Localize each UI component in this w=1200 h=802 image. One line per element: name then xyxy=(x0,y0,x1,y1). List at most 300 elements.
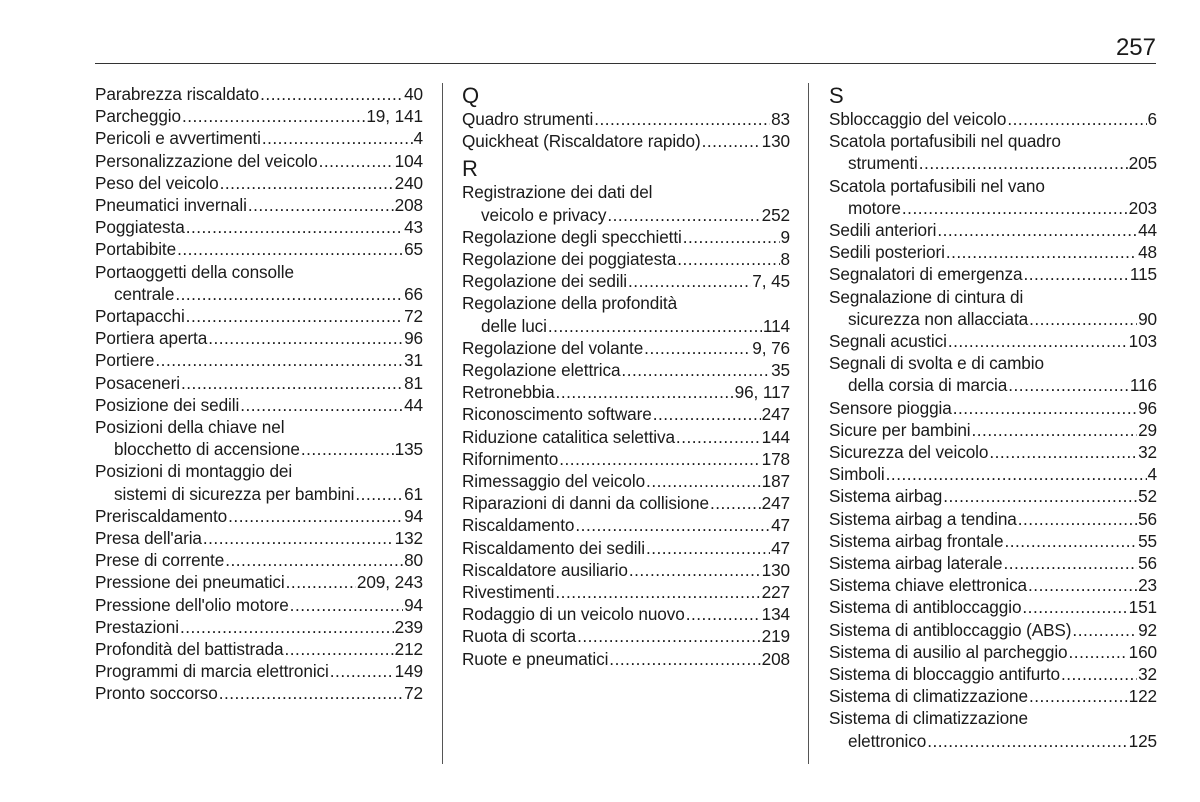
entry-page-ref: 32 xyxy=(1138,664,1157,685)
index-entry xyxy=(95,660,423,682)
entry-line xyxy=(829,508,1157,530)
entry-term: Profondità del battistrada xyxy=(95,639,284,660)
dot-leader xyxy=(621,359,770,381)
entry-page-ref: 104 xyxy=(394,150,423,171)
entry-page-ref: 130 xyxy=(761,559,790,580)
entry-term: Regolazione elettrica xyxy=(462,360,621,381)
entry-term: Riscaldamento xyxy=(462,515,575,536)
entry-page-ref: 96 xyxy=(1138,397,1157,418)
entry-line xyxy=(95,571,423,593)
index-entry xyxy=(95,549,423,571)
entry-line xyxy=(462,537,790,559)
entry-page-ref: 44 xyxy=(1138,220,1157,241)
index-entry xyxy=(95,194,423,216)
dot-leader xyxy=(203,527,394,549)
section-letter: Q xyxy=(462,83,480,108)
index-entry xyxy=(462,248,790,270)
entry-line xyxy=(829,352,1157,374)
index-entry xyxy=(95,172,423,194)
index-entry xyxy=(95,616,423,638)
entry-term: Presa dell'aria xyxy=(95,528,202,549)
entry-term: Quickheat (Riscaldatore rapido) xyxy=(462,131,701,152)
dot-leader xyxy=(290,594,403,616)
index-entry xyxy=(462,603,790,625)
entry-term: motore xyxy=(848,197,901,218)
dot-leader xyxy=(301,438,394,460)
entry-page-ref: 247 xyxy=(761,493,790,514)
entry-term: Scatola portafusibili nel quadro xyxy=(829,131,1061,152)
dot-leader xyxy=(575,514,770,536)
entry-line xyxy=(829,619,1157,641)
dot-leader xyxy=(260,83,403,105)
entry-line xyxy=(829,574,1157,596)
entry-line xyxy=(829,130,1157,152)
entry-term: Sistema di bloccaggio antifurto xyxy=(829,664,1060,685)
entry-term: Sbloccaggio del veicolo xyxy=(829,109,1007,129)
entry-term: Pressione dei pneumatici xyxy=(95,572,285,593)
index-entry xyxy=(829,619,1157,641)
index-entry xyxy=(95,150,423,172)
dot-leader xyxy=(1007,108,1146,130)
entry-term: Peso del veicolo xyxy=(95,172,219,193)
entry-line xyxy=(462,337,790,359)
dot-leader xyxy=(948,330,1128,352)
entry-page-ref: 116 xyxy=(1129,375,1157,396)
index-entry xyxy=(829,463,1157,485)
dot-leader xyxy=(702,130,761,152)
entry-line xyxy=(95,238,423,260)
index-entry xyxy=(95,682,423,704)
entry-line xyxy=(462,559,790,581)
index-entry xyxy=(95,594,423,616)
entry-page-ref: 83 xyxy=(771,109,790,129)
entry-line xyxy=(462,292,790,314)
entry-page-ref: 247 xyxy=(761,404,790,425)
entry-term: Ruote e pneumatici xyxy=(462,648,609,669)
entry-line xyxy=(462,470,790,492)
entry-page-ref: 160 xyxy=(1128,641,1157,662)
dot-leader xyxy=(1004,552,1138,574)
entry-line xyxy=(95,505,423,527)
entry-line xyxy=(829,219,1157,241)
entry-page-ref: 125 xyxy=(1128,730,1157,751)
dot-leader xyxy=(972,419,1138,441)
dot-leader xyxy=(653,403,761,425)
entry-term: Segnalazione di cintura di xyxy=(829,286,1024,307)
entry-page-ref: 23 xyxy=(1138,575,1157,596)
page-number: 257 xyxy=(1115,34,1156,61)
entry-page-ref: 208 xyxy=(394,195,423,216)
entry-page-ref: 47 xyxy=(771,515,790,536)
entry-term: Sistema airbag frontale xyxy=(829,530,1004,551)
entry-page-ref: 29 xyxy=(1138,419,1157,440)
entry-line xyxy=(95,416,423,438)
entry-line xyxy=(95,638,423,660)
entry-term: Pronto soccorso xyxy=(95,683,218,704)
index-entry xyxy=(829,685,1157,707)
entry-page-ref: 48 xyxy=(1138,242,1157,263)
index-entry xyxy=(462,581,790,603)
entry-page-ref: 4 xyxy=(413,128,423,149)
entry-line xyxy=(95,549,423,571)
entry-page-ref: 43 xyxy=(404,217,423,238)
index-entry xyxy=(829,574,1157,596)
dot-leader xyxy=(225,549,403,571)
index-entry xyxy=(829,707,1157,751)
entry-page-ref: 81 xyxy=(404,372,423,393)
entry-page-ref: 44 xyxy=(404,394,423,415)
dot-leader xyxy=(182,105,365,127)
entry-term: Riduzione catalitica selettiva xyxy=(462,426,675,447)
entry-line xyxy=(462,625,790,647)
entry-line xyxy=(95,105,423,127)
entry-term: Portapacchi xyxy=(95,306,185,327)
entry-line xyxy=(462,181,790,203)
entry-term: Rimessaggio del veicolo xyxy=(462,471,646,492)
entry-page-ref: 178 xyxy=(761,448,790,469)
entry-line xyxy=(95,216,423,238)
entry-term: Segnali acustici xyxy=(829,331,947,352)
entry-term: blocchetto di accensione xyxy=(114,439,300,460)
entry-line xyxy=(462,403,790,425)
column-divider xyxy=(808,83,809,764)
entry-line xyxy=(829,108,1157,130)
entry-term: Scatola portafusibili nel vano xyxy=(829,175,1045,196)
entry-page-ref: 130 xyxy=(761,131,790,152)
entry-line xyxy=(462,492,790,514)
entry-page-ref: 56 xyxy=(1138,553,1157,574)
index-entry xyxy=(95,460,423,504)
entry-line xyxy=(462,426,790,448)
entry-line xyxy=(829,707,1157,729)
entry-line xyxy=(95,127,423,149)
dot-leader xyxy=(953,397,1137,419)
entry-line xyxy=(462,130,790,152)
index-entry xyxy=(462,403,790,425)
entry-line xyxy=(829,730,1157,752)
dot-leader xyxy=(686,603,761,625)
entry-line xyxy=(829,552,1157,574)
entry-term: Parabrezza riscaldato xyxy=(95,84,260,104)
entry-term: Retronebbia xyxy=(462,382,555,403)
entry-term: Sistema di ausilio al parcheggio xyxy=(829,641,1068,662)
index-entry xyxy=(95,527,423,549)
entry-term: sistemi di sicurezza per bambini xyxy=(114,483,355,504)
dot-leader xyxy=(330,660,394,682)
dot-leader xyxy=(646,537,770,559)
entry-page-ref: 122 xyxy=(1128,686,1157,707)
entry-term: Sistema di antibloccaggio (ABS) xyxy=(829,619,1072,640)
entry-page-ref: 94 xyxy=(404,505,423,526)
dot-leader xyxy=(186,305,403,327)
index-entry xyxy=(829,330,1157,352)
entry-line xyxy=(95,150,423,172)
entry-term: Preriscaldamento xyxy=(95,505,228,526)
dot-leader xyxy=(594,108,770,130)
index-entry xyxy=(95,327,423,349)
dot-leader xyxy=(175,283,403,305)
entry-line xyxy=(462,359,790,381)
dot-leader xyxy=(559,448,760,470)
entry-line xyxy=(95,616,423,638)
entry-term: Regolazione del volante xyxy=(462,337,644,358)
entry-term: Regolazione della profondità xyxy=(462,293,678,314)
index-entry xyxy=(95,261,423,305)
dot-leader xyxy=(556,381,734,403)
index-entry xyxy=(95,216,423,238)
entry-line xyxy=(462,204,790,226)
entry-term: elettronico xyxy=(848,730,927,751)
entry-term: Sedili posteriori xyxy=(829,242,945,263)
entry-page-ref: 208 xyxy=(761,648,790,669)
dot-leader xyxy=(683,226,780,248)
dot-leader xyxy=(228,505,403,527)
entry-line xyxy=(462,108,790,130)
entry-page-ref: 212 xyxy=(394,639,423,660)
entry-line xyxy=(462,270,790,292)
entry-term: Sistema di climatizzazione xyxy=(829,708,1028,729)
section-letter: R xyxy=(462,156,478,182)
index-entry xyxy=(462,426,790,448)
entry-term: Ruota di scorta xyxy=(462,626,577,647)
entry-term: Posizione dei sedili xyxy=(95,394,240,415)
entry-line xyxy=(462,581,790,603)
index-entry xyxy=(95,127,423,149)
entry-line xyxy=(462,514,790,536)
index-entry xyxy=(462,559,790,581)
dot-leader xyxy=(946,241,1137,263)
entry-page-ref: 96 xyxy=(404,328,423,349)
entry-page-ref: 135 xyxy=(394,439,423,460)
entry-page-ref: 80 xyxy=(404,550,423,571)
entry-term: centrale xyxy=(114,283,175,304)
entry-line xyxy=(462,315,790,337)
entry-line xyxy=(462,381,790,403)
dot-leader xyxy=(902,197,1128,219)
entry-line xyxy=(829,286,1157,308)
index-entry xyxy=(95,238,423,260)
dot-leader xyxy=(155,349,403,371)
entry-line xyxy=(95,594,423,616)
entry-page-ref: 227 xyxy=(761,582,790,603)
entry-term: Parcheggio xyxy=(95,106,181,127)
dot-leader xyxy=(1022,596,1127,618)
dot-leader xyxy=(555,581,760,603)
entry-term: Regolazione dei poggiatesta xyxy=(462,249,677,270)
entry-line xyxy=(829,241,1157,263)
entry-page-ref: 94 xyxy=(404,594,423,615)
index-entry xyxy=(462,270,790,292)
entry-page-ref: 187 xyxy=(761,471,790,492)
entry-page-ref: 205 xyxy=(1128,153,1157,174)
entry-page-ref: 32 xyxy=(1138,442,1157,463)
entry-line xyxy=(95,83,423,105)
dot-leader xyxy=(607,204,760,226)
dot-leader xyxy=(1072,619,1137,641)
entry-page-ref: 66 xyxy=(404,283,423,304)
index-entry xyxy=(829,108,1157,130)
entry-line xyxy=(829,530,1157,552)
index-entry xyxy=(829,419,1157,441)
dot-leader xyxy=(548,315,762,337)
entry-page-ref: 8 xyxy=(780,249,790,270)
index-entry xyxy=(95,394,423,416)
entry-term: Riscaldatore ausiliario xyxy=(462,559,628,580)
dot-leader xyxy=(677,248,779,270)
entry-term: Prestazioni xyxy=(95,616,179,637)
index-entry xyxy=(462,359,790,381)
dot-leader xyxy=(177,238,403,260)
entry-line xyxy=(829,330,1157,352)
entry-term: Personalizzazione del veicolo xyxy=(95,150,318,171)
entry-page-ref: 61 xyxy=(404,483,423,504)
entry-term: della corsia di marcia xyxy=(848,375,1008,396)
index-entry xyxy=(829,175,1157,219)
index-entry xyxy=(829,530,1157,552)
index-entry xyxy=(829,352,1157,396)
entry-line xyxy=(462,226,790,248)
dot-leader xyxy=(609,648,760,670)
entry-page-ref: 31 xyxy=(404,350,423,371)
entry-page-ref: 90 xyxy=(1138,308,1157,329)
entry-line xyxy=(829,419,1157,441)
entry-page-ref: 219 xyxy=(761,626,790,647)
entry-line xyxy=(95,349,423,371)
entry-line xyxy=(95,372,423,394)
entry-term: Rivestimenti xyxy=(462,582,555,603)
dot-leader xyxy=(886,463,1147,485)
index-entry xyxy=(462,537,790,559)
dot-leader xyxy=(646,470,761,492)
entry-term: Portabibite xyxy=(95,239,177,260)
entry-page-ref: 209, 243 xyxy=(356,572,423,593)
entry-page-ref: 7, 45 xyxy=(752,271,790,292)
index-entry xyxy=(95,372,423,394)
entry-page-ref: 240 xyxy=(394,172,423,193)
entry-line xyxy=(95,438,423,460)
dot-leader xyxy=(286,571,356,593)
entry-line xyxy=(462,248,790,270)
index-entry xyxy=(462,448,790,470)
index-entry xyxy=(829,552,1157,574)
entry-line xyxy=(95,483,423,505)
entry-term: Programmi di marcia elettronici xyxy=(95,661,329,682)
index-entry xyxy=(829,130,1157,174)
dot-leader xyxy=(577,625,761,647)
index-entry xyxy=(462,181,790,225)
dot-leader xyxy=(919,152,1128,174)
entry-line xyxy=(95,261,423,283)
entry-page-ref: 103 xyxy=(1128,331,1157,352)
dot-leader xyxy=(208,327,403,349)
entry-line xyxy=(95,305,423,327)
entry-page-ref: 132 xyxy=(394,528,423,549)
index-entry xyxy=(462,492,790,514)
entry-line xyxy=(829,685,1157,707)
dot-leader xyxy=(181,372,403,394)
entry-term: Riparazioni di danni da collisione xyxy=(462,493,709,514)
index-entry xyxy=(829,263,1157,285)
dot-leader xyxy=(219,682,403,704)
entry-line xyxy=(95,283,423,305)
index-entry xyxy=(829,641,1157,663)
dot-leader xyxy=(710,492,761,514)
entry-term: Riscaldamento dei sedili xyxy=(462,537,645,558)
entry-line xyxy=(829,463,1157,485)
dot-leader xyxy=(180,616,394,638)
index-entry xyxy=(95,638,423,660)
entry-page-ref: 6 xyxy=(1147,109,1157,129)
entry-term: Sistema airbag xyxy=(829,486,943,507)
index-entry xyxy=(95,416,423,460)
entry-term: Rifornimento xyxy=(462,448,559,469)
dot-leader xyxy=(285,638,394,660)
entry-line xyxy=(829,308,1157,330)
entry-term: Portiere xyxy=(95,350,155,371)
index-entry xyxy=(95,305,423,327)
entry-line xyxy=(829,397,1157,419)
entry-term: Sistema airbag a tendina xyxy=(829,508,1017,529)
entry-term: Pericoli e avvertimenti xyxy=(95,128,261,149)
entry-page-ref: 149 xyxy=(394,661,423,682)
entry-term: veicolo e privacy xyxy=(481,204,607,225)
index-entry xyxy=(829,219,1157,241)
entry-line xyxy=(829,175,1157,197)
entry-page-ref: 47 xyxy=(771,537,790,558)
section-letter: S xyxy=(829,83,844,108)
entry-term: Posizioni della chiave nel xyxy=(95,417,285,438)
entry-term: Sistema chiave elettronica xyxy=(829,575,1028,596)
entry-line xyxy=(95,527,423,549)
column-divider xyxy=(442,83,443,764)
entry-term: Regolazione degli specchietti xyxy=(462,226,682,247)
entry-line xyxy=(829,441,1157,463)
entry-page-ref: 252 xyxy=(761,204,790,225)
index-column-3 xyxy=(829,83,1157,752)
entry-page-ref: 40 xyxy=(404,84,423,104)
entry-line xyxy=(829,197,1157,219)
entry-term: Posaceneri xyxy=(95,372,180,393)
entry-term: Sistema di climatizzazione xyxy=(829,686,1028,707)
entry-term: Sistema di antibloccaggio xyxy=(829,597,1022,618)
index-entry xyxy=(829,286,1157,330)
index-entry xyxy=(829,441,1157,463)
index-entry xyxy=(829,663,1157,685)
index-entry xyxy=(462,514,790,536)
entry-term: Rodaggio di un veicolo nuovo xyxy=(462,604,685,625)
entry-page-ref: 19, 141 xyxy=(366,106,423,127)
entry-page-ref: 144 xyxy=(761,426,790,447)
entry-term: Registrazione dei dati del xyxy=(462,182,653,203)
entry-page-ref: 9, 76 xyxy=(752,337,790,358)
entry-line xyxy=(95,327,423,349)
dot-leader xyxy=(1018,508,1137,530)
dot-leader xyxy=(927,730,1127,752)
entry-term: Regolazione dei sedili xyxy=(462,271,628,292)
entry-line xyxy=(462,603,790,625)
entry-term: Pressione dell'olio motore xyxy=(95,594,289,615)
dot-leader xyxy=(989,441,1137,463)
entry-term: Segnali di svolta e di cambio xyxy=(829,353,1044,374)
dot-leader xyxy=(1061,663,1137,685)
entry-term: Sicure per bambini xyxy=(829,419,971,440)
dot-leader xyxy=(629,559,761,581)
entry-term: Portaoggetti della consolle xyxy=(95,261,294,282)
dot-leader xyxy=(186,216,403,238)
entry-page-ref: 9 xyxy=(780,226,790,247)
index-entry xyxy=(829,508,1157,530)
entry-line xyxy=(95,460,423,482)
